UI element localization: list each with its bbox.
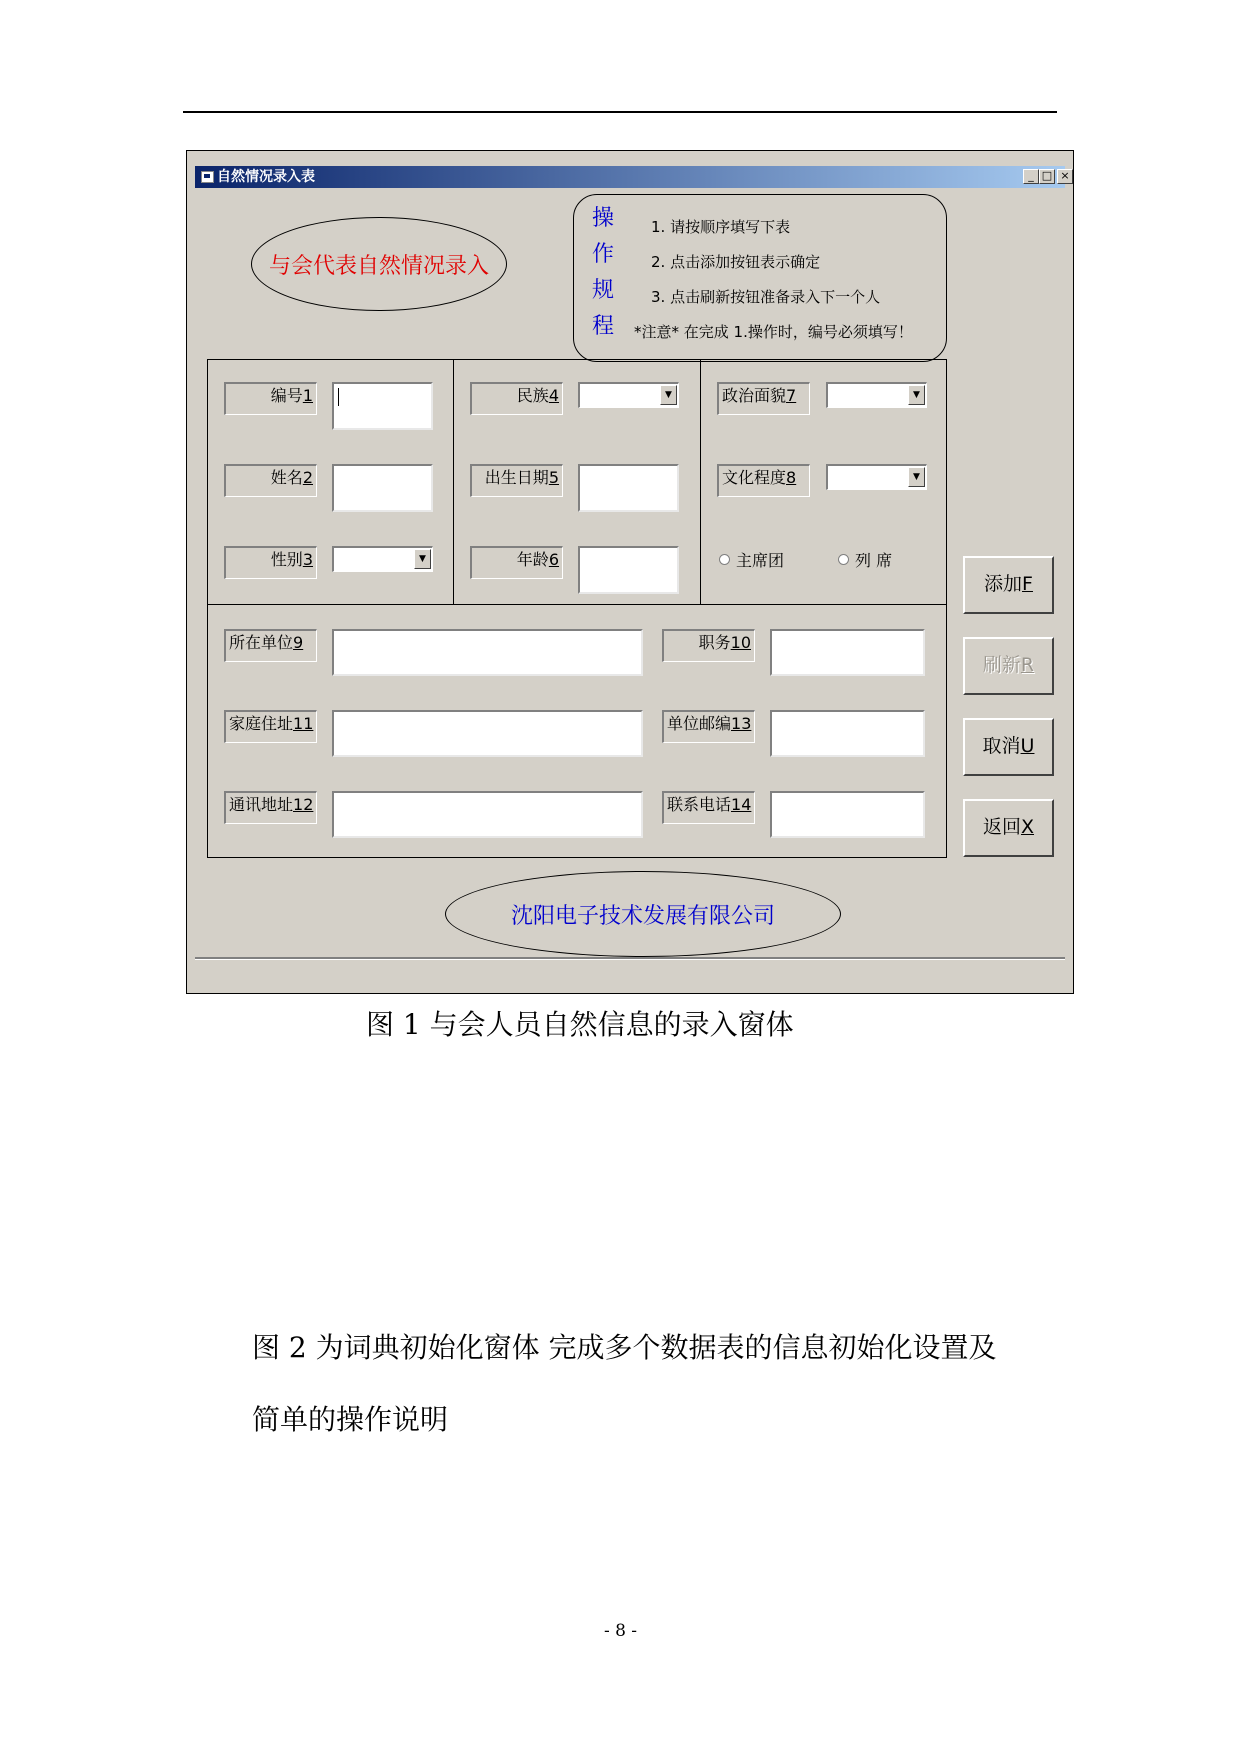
instruction-warning: *注意* 在完成 1.操作时，编号必须填写！ [634, 323, 913, 341]
minimize-button[interactable] [1023, 169, 1039, 184]
ethnicity-label: 民族4 [470, 382, 563, 415]
paragraph-line-1: 图 2 为词典初始化窗体 完成多个数据表的信息初始化设置及 [252, 1331, 997, 1364]
chevron-down-icon[interactable]: ▼ [908, 467, 925, 487]
education-select[interactable] [826, 464, 927, 490]
birth-info-group [453, 359, 701, 605]
birthdate-label: 出生日期5 [470, 464, 563, 497]
name-label: 姓名2 [224, 464, 317, 497]
instructions-heading-char: 作 [591, 242, 614, 267]
education-label: 文化程度8 [717, 464, 810, 497]
form-heading: 与会代表自然情况录入 [268, 253, 489, 279]
instructions-heading [590, 201, 616, 345]
back-button[interactable]: 返回X [963, 799, 1054, 857]
name-input[interactable] [332, 464, 433, 512]
chevron-down-icon[interactable]: ▼ [414, 549, 431, 569]
political-info-group [700, 359, 947, 605]
window-title: 自然情况录入表 [217, 169, 315, 185]
instructions-heading-char: 规 [591, 278, 614, 303]
entry-window [186, 150, 1074, 994]
window-titlebar[interactable] [195, 166, 1070, 188]
chevron-down-icon[interactable]: ▼ [908, 385, 925, 405]
radio-icon [719, 554, 730, 565]
radio-icon [838, 554, 849, 565]
radio-presidium[interactable] [719, 548, 784, 571]
work-unit-input[interactable] [332, 629, 643, 676]
close-icon: × [1060, 169, 1070, 182]
position-input[interactable] [770, 629, 925, 676]
basic-info-group [207, 359, 454, 605]
maximize-icon: □ [1041, 169, 1053, 182]
instructions-heading-char: 程 [591, 314, 614, 339]
close-button[interactable] [1057, 169, 1073, 184]
mailing-address-input[interactable] [332, 791, 643, 838]
form-heading-ellipse [251, 217, 507, 311]
instructions-heading-char: 操 [591, 206, 614, 231]
maximize-button[interactable] [1039, 169, 1055, 184]
position-label: 职务10 [662, 629, 755, 662]
number-input[interactable] [332, 382, 433, 430]
instruction-line-1: 1. 请按顺序填写下表 [651, 218, 791, 236]
mailing-address-label: 通讯地址12 [224, 791, 317, 824]
page-number: - 8 - [603, 1621, 638, 1641]
refresh-button[interactable]: 刷新R [963, 637, 1054, 695]
gender-label: 性别3 [224, 546, 317, 579]
political-status-select[interactable] [826, 382, 927, 408]
home-address-label: 家庭住址11 [224, 710, 317, 743]
text-caret [338, 388, 339, 406]
page-header-rule [183, 111, 1057, 113]
app-icon [201, 171, 214, 183]
figure-caption: 图 1 与会人员自然信息的录入窗体 [366, 1008, 794, 1041]
gender-select[interactable] [332, 546, 433, 572]
birthdate-input[interactable] [578, 464, 679, 512]
instruction-line-3: 3. 点击刷新按钮准备录入下一个人 [651, 288, 881, 306]
ethnicity-select[interactable] [578, 382, 679, 408]
window-status-divider [195, 957, 1065, 960]
paragraph-line-2: 简单的操作说明 [252, 1403, 449, 1436]
work-unit-label: 所在单位9 [224, 629, 317, 662]
company-name: 沈阳电子技术发展有限公司 [510, 903, 775, 929]
company-ellipse [445, 871, 841, 957]
minimize-icon: _ [1028, 169, 1034, 182]
radio-observer[interactable] [838, 548, 892, 571]
unit-postcode-label: 单位邮编13 [662, 710, 755, 743]
phone-input[interactable] [770, 791, 925, 838]
age-label: 年龄6 [470, 546, 563, 579]
cancel-button[interactable]: 取消U [963, 718, 1054, 776]
instruction-line-2: 2. 点击添加按钮表示确定 [651, 253, 821, 271]
political-status-label: 政治面貌7 [717, 382, 810, 415]
chevron-down-icon[interactable]: ▼ [660, 385, 677, 405]
instructions-box [573, 194, 947, 362]
home-address-input[interactable] [332, 710, 643, 757]
age-input[interactable] [578, 546, 679, 594]
phone-label: 联系电话14 [662, 791, 755, 824]
radio-observer-label: 列 席 [855, 551, 893, 570]
number-label: 编号1 [224, 382, 317, 415]
contact-info-group [207, 604, 947, 858]
add-button[interactable]: 添加F [963, 556, 1054, 614]
radio-presidium-label: 主席团 [736, 551, 785, 570]
unit-postcode-input[interactable] [770, 710, 925, 757]
